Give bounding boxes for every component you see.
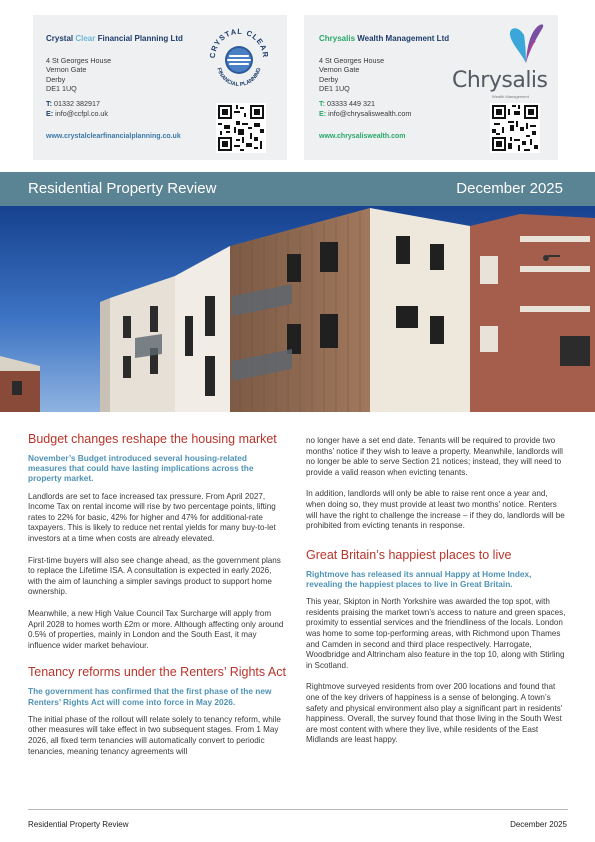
article-heading: Tenancy reforms under the Renters’ Rights Act <box>28 665 286 680</box>
chrysalis-tagline: Wealth Management <box>492 94 529 99</box>
firm-email[interactable]: E: info@chrysaliswealth.com <box>319 109 412 118</box>
article-paragraph: This year, Skipton in North Yorkshire was awarded the top spot, with residents praising the market town’s access to nature and green spaces, proximity to essential services and the friendliness of the locals. London was home to some top-performing areas, with Richmond upon Thames and Camden in second and third place respectively. Harrogate, Woodbridge and Altrincham also feature in the top 10, along with Stirling in Scotland. <box>306 597 566 670</box>
issue-date: December 2025 <box>456 180 563 197</box>
firm-telephone: T: 03333 449 321 <box>319 99 375 108</box>
firm-card-crystal-clear <box>33 15 287 160</box>
footer-date: December 2025 <box>510 820 567 829</box>
article-paragraph: Landlords are set to face increased tax pressure. From April 2027, Income Tax on rental income will rise by two percentage points, lifting rates to 22% for basic, 42% for higher and 47% for additional-rate taxpayers. This is likely to reduce net rental yields for many buy-to-let investors at a time when costs are already elevated. <box>28 491 276 543</box>
qr-code-icon <box>216 103 266 153</box>
article-heading: Great Britain’s happiest places to live <box>306 547 512 562</box>
article-paragraph: First-time buyers will also see change ahead, as the government plans to replace the Lifetime ISA. A consultation is expected in early 2026, with the aim of launching a simpler savings product to support home ownership. <box>28 555 281 597</box>
left-column <box>28 432 288 757</box>
article-lead: November’s Budget introduced several housing-related measures that could have lasting implications across the property market. <box>28 453 254 484</box>
chrysalis-wordmark: Chrysalis <box>452 68 548 93</box>
firm-name: Chrysalis Wealth Management Ltd <box>319 34 450 43</box>
article-heading: Budget changes reshape the housing market <box>28 432 277 446</box>
title-banner <box>0 172 595 206</box>
article-lead: Rightmove has released its annual Happy at Home Index, revealing the happiest places to live in Great Britain. <box>306 568 532 589</box>
svg-text:FINANCIAL PLANNING: FINANCIAL PLANNING <box>215 67 263 89</box>
svg-text:CRYSTAL CLEAR: CRYSTAL CLEAR <box>207 26 271 59</box>
firm-address: 4 St Georges House Vernon Gate Derby DE1 1UQ <box>319 56 385 93</box>
firm-name: Crystal Clear Financial Planning Ltd <box>46 34 183 43</box>
qr-code-icon <box>490 103 540 153</box>
article-paragraph: Rightmove surveyed residents from over 200 locations and found that one of the key drivers of happiness is a sense of belonging. A town’s safety and physical environment also play a significant part in residents’ happiness. Overall, the survey found that those living in the South West are most content with where they live, while residents of the East Midlands are least happy. <box>306 682 563 745</box>
newsletter-title: Residential Property Review <box>28 180 217 197</box>
apartment-buildings-image <box>0 206 595 412</box>
right-column <box>306 436 568 746</box>
article-paragraph: In addition, landlords will only be able to raise rent once a year and, when doing so, they must provide at least two months’ notice. Renters will have the right to challenge the increase – if they do, landlords will be prohibited from evicting tenants in response. <box>306 489 565 531</box>
article-lead: The government has confirmed that the first phase of the new Renters’ Rights Act will come into force in May 2026. <box>28 686 272 707</box>
article-paragraph: no longer have a set end date. Tenants will be required to provide two months’ notice if they wish to leave a property. Meanwhile, landlords will no longer be able to serve Section 21 notices; instead, they will need to provide a valid reason when evicting tenants. <box>306 436 563 477</box>
firm-card-chrysalis <box>304 15 558 160</box>
footer-divider <box>28 809 568 810</box>
crystal-clear-logo-icon <box>205 20 273 92</box>
chrysalis-butterfly-icon <box>506 23 546 65</box>
article-paragraph: Meanwhile, a new High Value Council Tax Surcharge will apply from April 2028 to homes worth £2m or more. Although affecting only around 0.5% of properties, mainly in London and the South East, it may influence wider market behaviour. <box>28 608 284 650</box>
firm-website-link[interactable]: www.chrysaliswealth.com <box>319 133 406 140</box>
footer-title: Residential Property Review <box>28 820 129 829</box>
firm-address: 4 St Georges House Vernon Gate Derby DE1 1UQ <box>46 56 112 93</box>
firm-telephone: T: 01332 382917 <box>46 99 100 108</box>
chrysalis-logo <box>444 23 554 97</box>
firm-email[interactable]: E: info@ccfpl.co.uk <box>46 109 109 118</box>
firm-website-link[interactable]: www.crystalclearfinancialplanning.co.uk <box>46 133 181 140</box>
article-paragraph: The initial phase of the rollout will relate solely to tenancy reform, while other measures will take effect in two subsequent stages. From 1 May 2026, all fixed term tenancies will automatically convert to periodic tenancies, meaning tenancy agreements will <box>28 714 281 756</box>
